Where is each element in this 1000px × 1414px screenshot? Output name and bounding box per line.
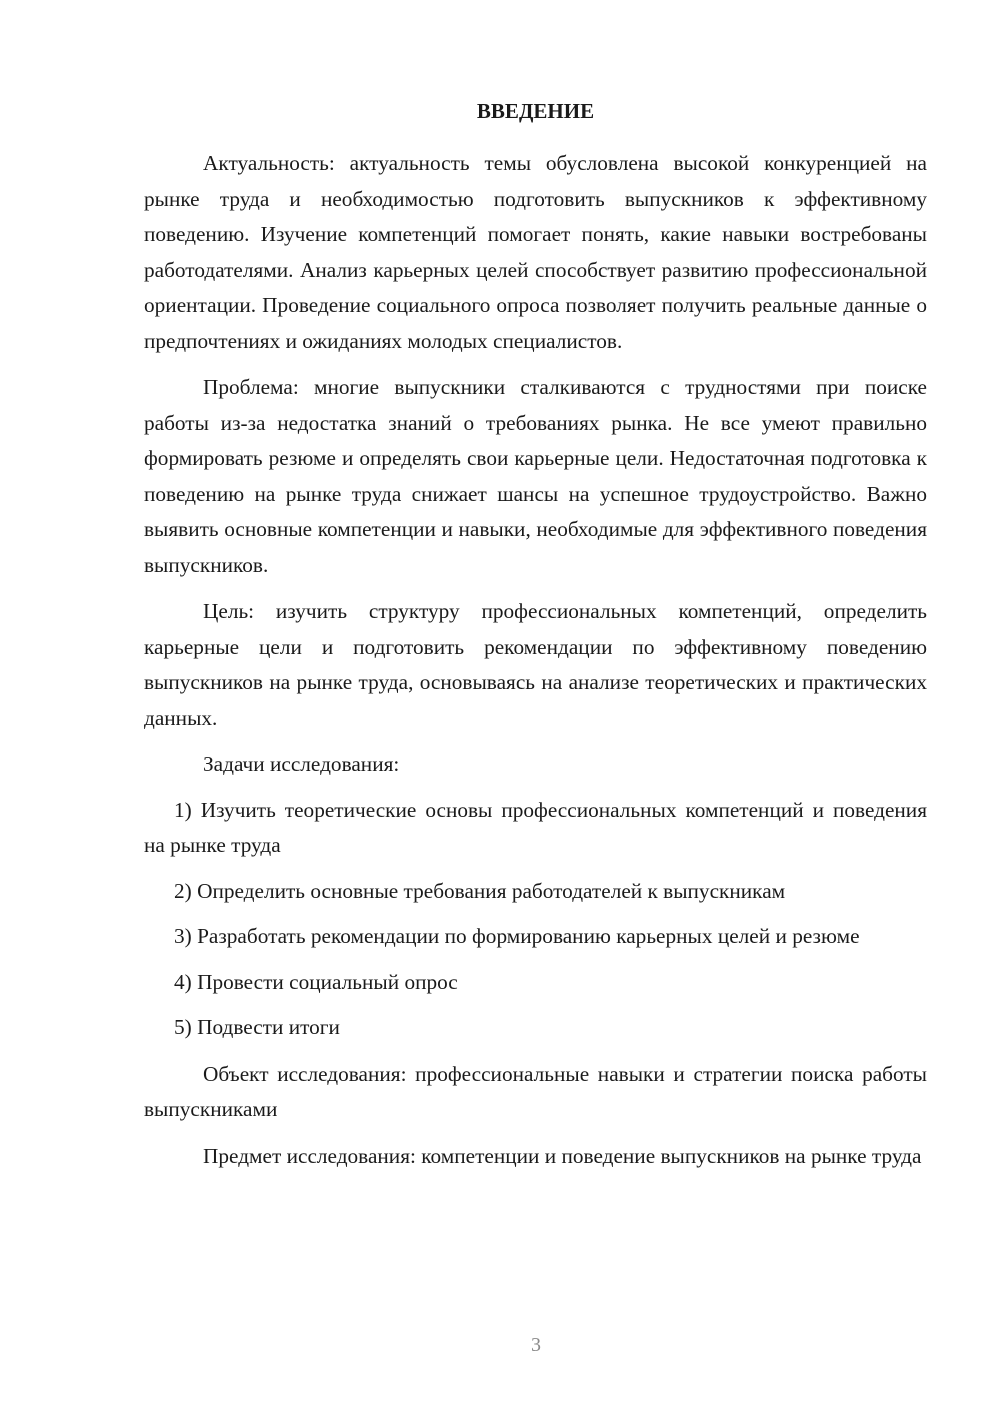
paragraph-subject: Предмет исследования: компетенции и поведение выпускников на рынке труда	[203, 1143, 922, 1168]
paragraph-object: Объект исследования: профессиональные навыки и стратегии поиска работы выпускниками	[144, 1061, 927, 1121]
paragraph-relevance: Актуальность: актуальность темы обусловлена высокой конкуренцией на рынке труда и необходимостью подготовить выпускников к эффективному поведению. Изучение компетенций помогает понять, какие навыки востребованы работодателями. Анализ карьерных целей способствует развитию профессиональной ориентации. Проведение социального опроса позволяет получить реальные данные о предпочтениях и ожиданиях молодых специалистов.	[144, 151, 927, 353]
task-item-1: 1) Изучить теоретические основы профессиональных компетенций и поведения на рынке труда	[144, 797, 927, 857]
task-item-4: 4) Провести социальный опрос	[174, 969, 458, 994]
document-page	[144, 96, 927, 1174]
paragraph-problem: Проблема: многие выпускники сталкиваются с трудностями при поиске работы из-за недостатка знаний о требованиях рынка. Не все умеют правильно формировать резюме и определять свои карьерные цели. Недостаточная подготовка к поведению на рынке труда снижает шансы на успешное трудоустройство. Важно выявить основные компетенции и навыки, необходимые для эффективного поведения выпускников.	[144, 375, 927, 577]
paragraph-tasks-heading: Задачи исследования:	[203, 752, 400, 776]
task-item-3: 3) Разработать рекомендации по формированию карьерных целей и резюме	[174, 924, 860, 948]
task-item-5: 5) Подвести итоги	[174, 1015, 340, 1039]
paragraph-goal: Цель: изучить структуру профессиональных компетенций, определить карьерные цели и подготовить рекомендации по эффективному поведению выпускников на рынке труда, основываясь на анализе теоретических и практических данных.	[144, 599, 927, 730]
page-number: 3	[531, 1334, 541, 1356]
task-item-2: 2) Определить основные требования работодателей к выпускникам	[174, 878, 786, 903]
page-title: ВВЕДЕНИЕ	[476, 99, 595, 123]
